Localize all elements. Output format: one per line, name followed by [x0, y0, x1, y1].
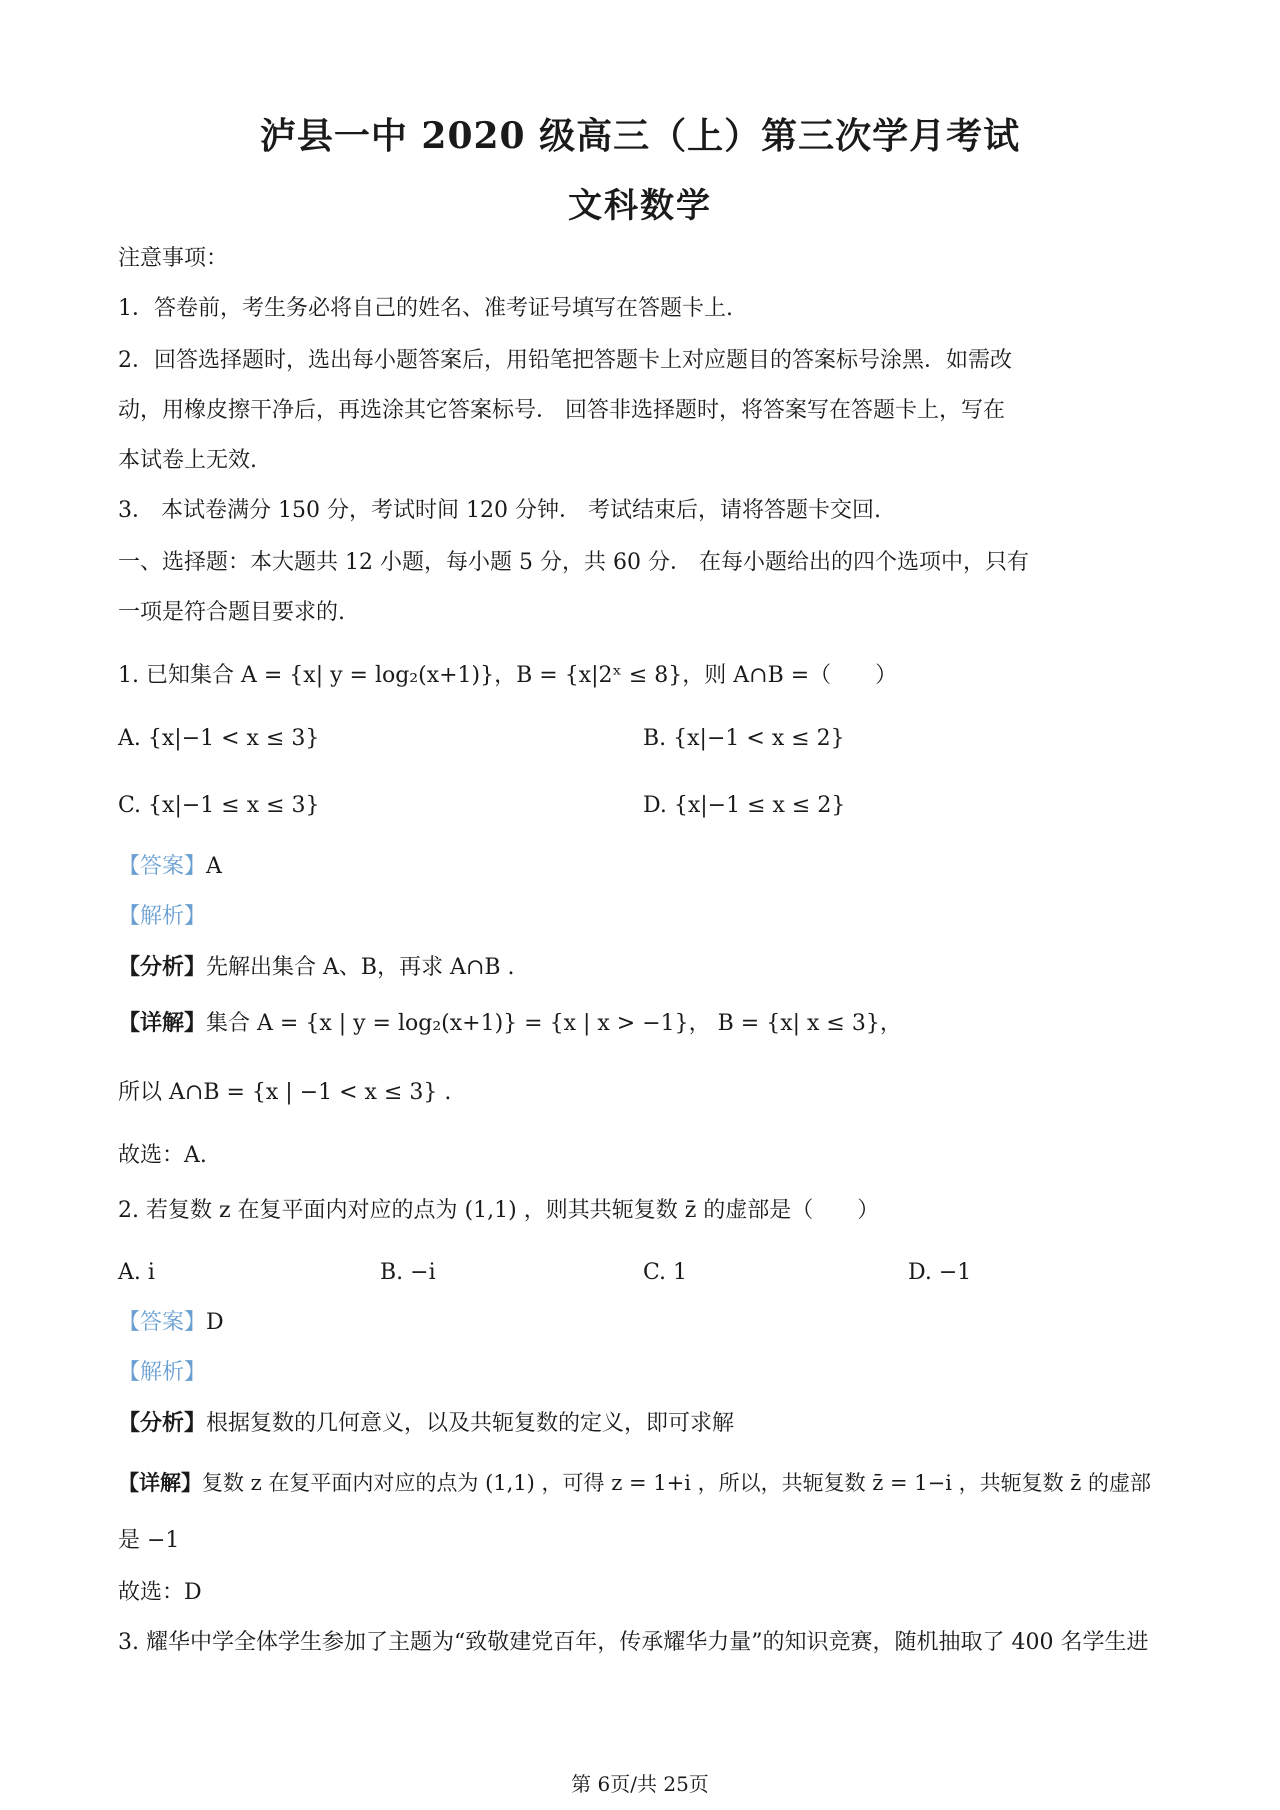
- q2-option-a: A. i: [118, 1260, 155, 1285]
- q2-fenxi-text: 根据复数的几何意义，以及共轭复数的定义，即可求解: [206, 1411, 735, 1436]
- q1-answer: [118, 856, 222, 878]
- q2-analysis-label: 【解析】: [118, 1360, 207, 1385]
- section-1-heading-line-1: 一、选择题：本大题共 12 小题，每小题 5 分，共 60 分． 在每小题给出的四个选项中，只有: [118, 550, 1029, 575]
- q1-stem: 1. 已知集合 A = {x| y = log₂(x+1)}，B = {x|2ˣ ≤ 8}，则 A∩B =（ ）: [118, 663, 898, 688]
- q2-answer-label: 【答案】: [118, 1310, 207, 1335]
- q2-answer-value: D: [206, 1310, 224, 1335]
- q1-fenxi: [118, 956, 515, 979]
- exam-title: 泸县一中 2020 级高三（上）第三次学月考试: [259, 115, 1021, 157]
- q1-fenxi-text: 先解出集合 A、B，再求 A∩B .: [206, 955, 515, 980]
- section-1-heading-line-2: 一项是符合题目要求的.: [118, 600, 345, 625]
- q3-stem: 3. 耀华中学全体学生参加了主题为“致敬建党百年，传承耀华力量”的知识竞赛，随机抽取了 400 名学生进: [118, 1630, 1149, 1655]
- notice-item-2-line-3: 本试卷上无效.: [118, 448, 257, 473]
- q2-option-d: D. −1: [908, 1260, 972, 1285]
- notice-item-1: 1．答卷前，考生务必将自己的姓名、准考证号填写在答题卡上.: [118, 296, 733, 321]
- q2-xiangjie-text: 复数 z 在复平面内对应的点为 (1,1) ，可得 z = 1+i ，所以，共轭复数 z̄ = 1−i ，共轭复数 z̄ 的虚部: [202, 1471, 1152, 1495]
- notice-heading: 注意事项：: [118, 246, 229, 271]
- q1-option-d: D. {x|−1 ≤ x ≤ 2}: [643, 793, 846, 818]
- notice-item-3: 3． 本试卷满分 150 分，考试时间 120 分钟． 考试结束后，请将答题卡交回.: [118, 498, 881, 523]
- q2-option-c: C. 1: [643, 1260, 688, 1285]
- notice-item-2-line-2: 动，用橡皮擦干净后，再选涂其它答案标号． 回答非选择题时，将答案写在答题卡上，写在: [118, 398, 1005, 423]
- q1-fenxi-label: 【分析】: [118, 954, 207, 980]
- q2-fenxi: [118, 1412, 734, 1435]
- q1-option-c: C. {x|−1 ≤ x ≤ 3}: [118, 793, 320, 818]
- q2-stem: 2. 若复数 z 在复平面内对应的点为 (1,1) ，则其共轭复数 z̄ 的虚部是（ ）: [118, 1198, 880, 1223]
- q1-option-b: B. {x|−1 < x ≤ 2}: [643, 726, 845, 751]
- q1-xiangjie-text: 集合 A = {x | y = log₂(x+1)} = {x | x > −1}， B = {x| x ≤ 3}，: [206, 1011, 902, 1036]
- page-number: 第 6页/共 25页: [571, 1772, 709, 1796]
- q2-choice: 故选：D: [118, 1580, 202, 1605]
- q1-answer-label: 【答案】: [118, 854, 207, 879]
- q2-xiangjie: [118, 1472, 1151, 1494]
- q1-analysis-label: 【解析】: [118, 904, 207, 929]
- q1-xiangjie: [118, 1012, 902, 1035]
- q2-xiangjie-label: 【详解】: [118, 1470, 202, 1495]
- q2-option-b: B. −i: [380, 1260, 436, 1285]
- q1-xiangjie-label: 【详解】: [118, 1010, 207, 1036]
- notice-item-2-line-1: 2．回答选择题时，选出每小题答案后，用铅笔把答题卡上对应题目的答案标号涂黑．如需改: [118, 348, 1013, 373]
- q2-fenxi-label: 【分析】: [118, 1410, 207, 1436]
- q2-answer: [118, 1312, 224, 1334]
- q1-choice: 故选：A.: [118, 1143, 207, 1168]
- q1-conclusion: 所以 A∩B = {x | −1 < x ≤ 3} .: [118, 1080, 452, 1105]
- exam-subject: 文科数学: [568, 186, 712, 226]
- q1-answer-value: A: [206, 854, 222, 879]
- q1-option-a: A. {x|−1 < x ≤ 3}: [118, 726, 320, 751]
- q2-xiangjie-continued: 是 −1: [118, 1528, 180, 1553]
